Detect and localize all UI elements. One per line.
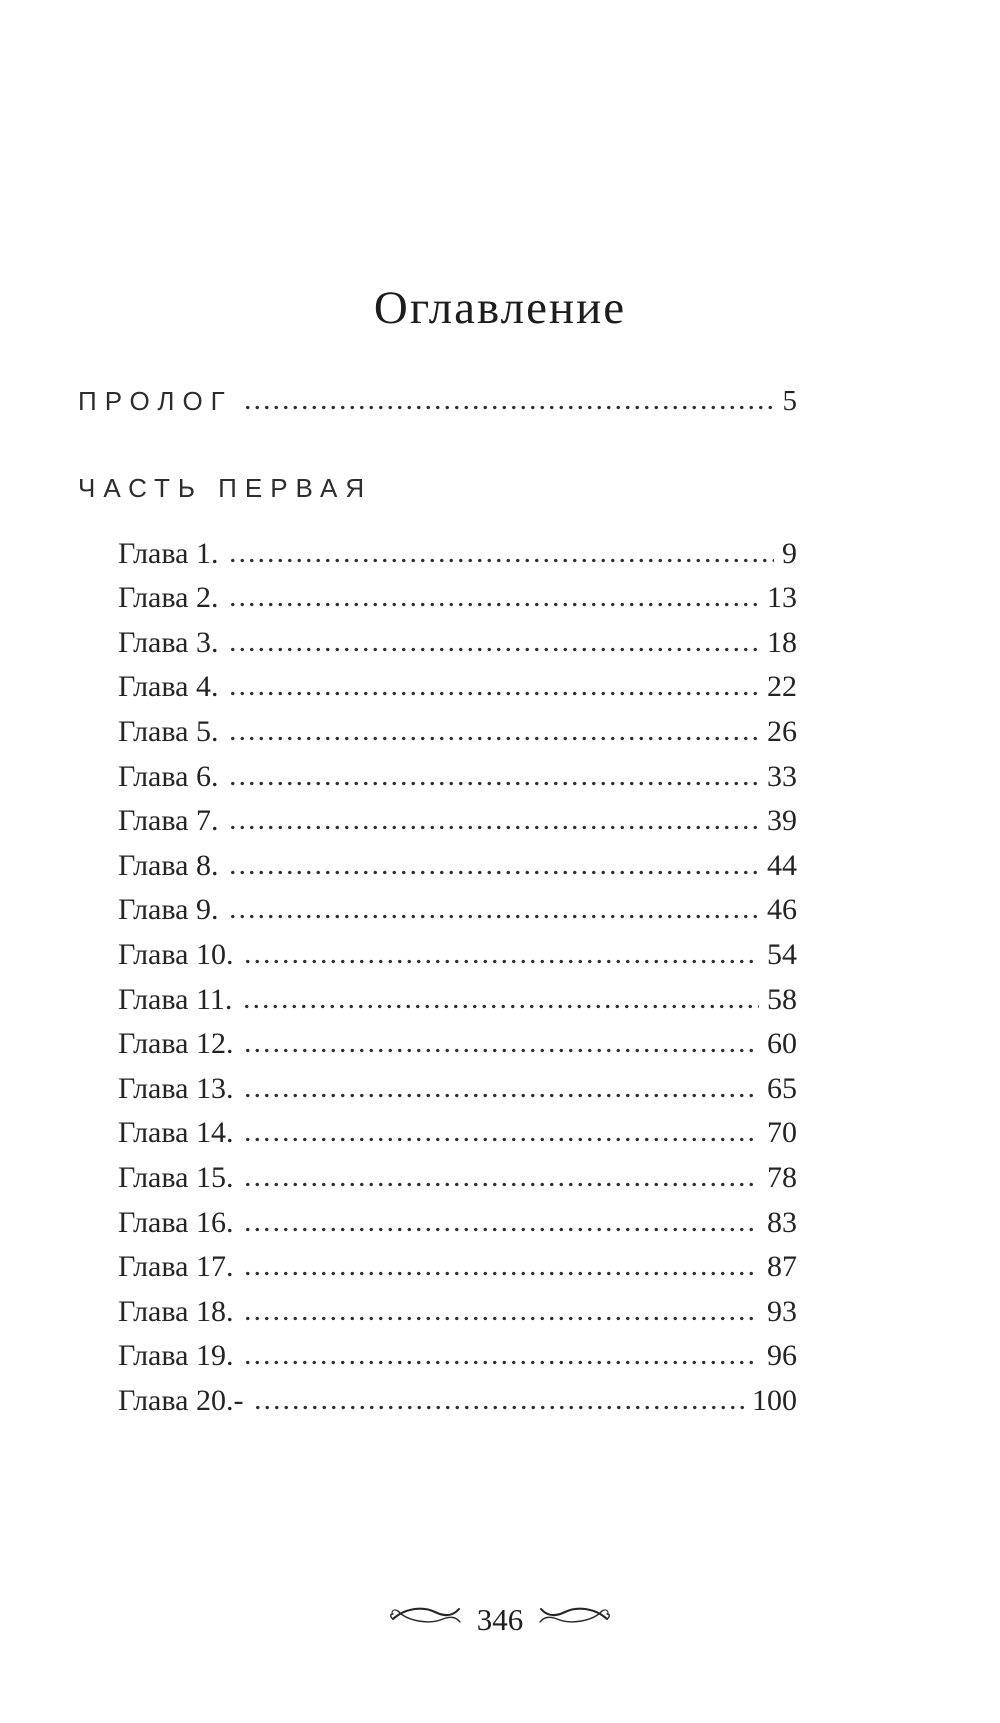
toc-entry-chapter [118, 1072, 797, 1117]
toc-entry-page: 100 [752, 1383, 797, 1417]
toc-entry-page: 54 [767, 938, 797, 972]
toc-entry-page: 22 [767, 670, 797, 704]
toc-entry-chapter [118, 1339, 797, 1384]
toc-entry-label: Глава 18. [118, 1294, 234, 1328]
toc-entry-label: Глава 13. [118, 1071, 234, 1105]
toc-entry-page: 46 [767, 893, 797, 927]
toc-entry-page: 33 [767, 759, 797, 793]
dot-leader [228, 691, 759, 696]
toc-entry-label: Глава 20.- [118, 1383, 244, 1417]
dot-leader [243, 1182, 759, 1187]
toc-entry-chapter [118, 760, 797, 805]
toc-entry-chapter [118, 1161, 797, 1206]
toc-entry-label: Глава 15. [118, 1161, 234, 1194]
toc-entry-label: Глава 5. [118, 715, 219, 749]
toc-entry-label: Глава 2. [118, 581, 219, 615]
dot-leader [243, 1271, 759, 1276]
toc-entry-prologue [78, 385, 797, 425]
toc-entry-label: Глава 1. [118, 536, 219, 570]
part-heading: ЧАСТЬ ПЕРВАЯ [78, 472, 373, 503]
toc-entry-label: Глава 6. [118, 759, 219, 793]
toc-entry-chapter [118, 1250, 797, 1295]
dot-leader [243, 959, 759, 964]
dot-leader [228, 558, 774, 563]
dot-leader [228, 914, 759, 919]
toc-entry-label: Глава 9. [118, 893, 219, 927]
toc-entry-label: Глава 17. [118, 1250, 234, 1284]
toc-entry-page: 39 [767, 804, 797, 838]
page-footer [0, 1598, 1000, 1635]
toc-entry-page: 78 [767, 1161, 797, 1194]
table-of-contents [78, 385, 797, 1429]
dot-leader [228, 647, 759, 652]
flourish-right-icon [539, 1604, 611, 1630]
dot-leader [242, 1004, 759, 1009]
toc-entry-chapter [118, 715, 797, 760]
toc-entry-page: 9 [782, 536, 797, 570]
toc-entry-label: Глава 16. [118, 1205, 234, 1239]
toc-entry-chapter [118, 1295, 797, 1340]
flourish-left-icon [389, 1604, 461, 1630]
dot-leader [243, 1360, 759, 1365]
toc-entry-label: Глава 3. [118, 625, 219, 659]
toc-entry-page: 60 [767, 1027, 797, 1061]
toc-entry-chapter [118, 804, 797, 849]
toc-entry-chapter [118, 626, 797, 671]
toc-entry-chapter [118, 983, 797, 1028]
dot-leader [243, 1227, 759, 1232]
dot-leader [243, 1048, 759, 1053]
dot-leader [228, 781, 759, 786]
dot-leader [243, 1137, 759, 1142]
toc-entry-page: 83 [767, 1205, 797, 1239]
toc-entry-label: Глава 12. [118, 1027, 234, 1061]
dot-leader [243, 1093, 759, 1098]
toc-entry-page: 87 [767, 1250, 797, 1284]
toc-entry-page: 13 [767, 581, 797, 615]
prologue-page-number: 5 [782, 384, 797, 417]
toc-entry-label: Глава 8. [118, 848, 219, 882]
page-number: 346 [476, 1602, 524, 1637]
dot-leader [228, 736, 759, 741]
toc-entry-chapter [118, 581, 797, 626]
toc-entry-chapter [118, 849, 797, 894]
toc-entry-label: Глава 10. [118, 938, 234, 972]
dot-leader [228, 602, 759, 607]
page-title: Оглавление [373, 282, 627, 334]
toc-entry-page: 26 [767, 715, 797, 749]
toc-entry-page: 65 [767, 1071, 797, 1105]
toc-entry-label: Глава 7. [118, 804, 219, 838]
dot-leader [243, 405, 775, 410]
toc-entry-chapter [118, 938, 797, 983]
toc-entry-page: 96 [767, 1339, 797, 1373]
toc-entry-page: 44 [767, 848, 797, 882]
chapter-list [78, 537, 797, 1429]
dot-leader [228, 870, 759, 875]
toc-entry-label: Глава 4. [118, 670, 219, 704]
toc-entry-page: 58 [767, 982, 797, 1016]
dot-leader [253, 1405, 744, 1410]
toc-entry-page: 18 [767, 625, 797, 659]
toc-entry-page: 70 [767, 1116, 797, 1150]
toc-entry-chapter [118, 1384, 797, 1429]
toc-entry-chapter [118, 893, 797, 938]
toc-entry-chapter [118, 1027, 797, 1072]
toc-entry-page: 93 [767, 1294, 797, 1328]
toc-entry-label: Глава 11. [118, 982, 233, 1016]
prologue-label: ПРОЛОГ [78, 385, 233, 416]
toc-entry-chapter [118, 1206, 797, 1251]
dot-leader [228, 825, 759, 830]
toc-entry-chapter [118, 537, 797, 582]
toc-entry-label: Глава 19. [118, 1339, 234, 1373]
dot-leader [243, 1316, 759, 1321]
toc-entry-chapter [118, 670, 797, 715]
toc-entry-chapter [118, 1116, 797, 1161]
toc-entry-label: Глава 14. [118, 1116, 234, 1150]
